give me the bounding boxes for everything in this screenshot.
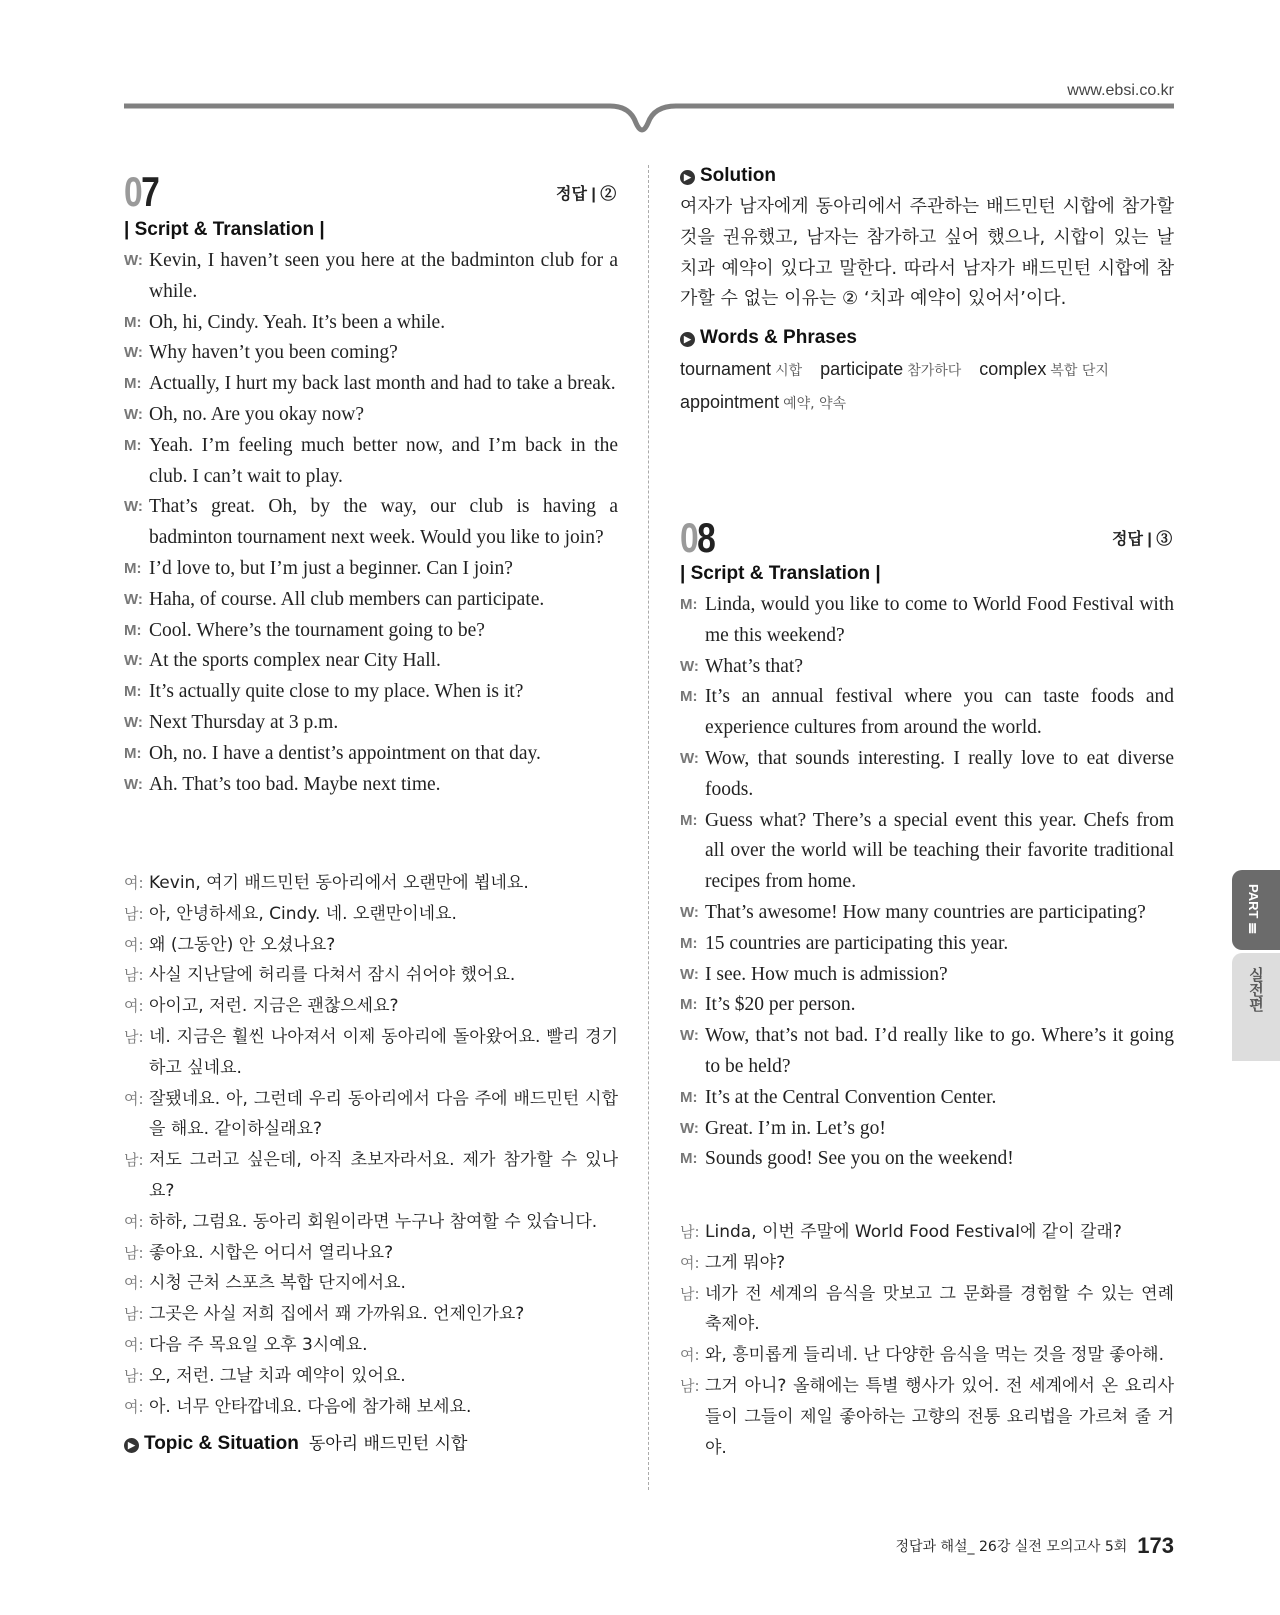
dialogue-text: Oh, no. Are you okay now? [149,403,365,425]
words-list [680,354,1174,420]
dialogue-text: 와, 흥미롭게 들리네. 난 다양한 음식을 먹는 것을 정말 좋아해. [705,1345,1164,1366]
dialogue-text: Oh, hi, Cindy. Yeah. It’s been a while. [149,311,446,333]
play-bullet-icon: ▶ [680,332,695,347]
script-korean-08 [680,1217,1174,1463]
speaker-label: W: [124,252,143,269]
dialogue-line [680,1114,1174,1145]
dialogue-text: Why haven’t you been coming? [149,342,398,364]
dialogue-line [680,1144,1174,1175]
speaker-label: 남: [680,1223,700,1241]
dialogue-line [124,246,618,308]
question-number-08: 08 [680,514,715,561]
dialogue-text: Oh, no. I have a dentist’s appointment on that day. [149,742,541,764]
script-english-07 [124,246,618,800]
solution-title: ▶ Solution [680,165,776,187]
dialogue-text: 하하, 그럼요. 동아리 회원이라면 누구나 참여할 수 있습니다. [149,1211,598,1232]
speaker-label: 여: [124,935,144,954]
speaker-label: 남: [124,1151,144,1170]
dialogue-line [680,682,1174,744]
dialogue-text: 네가 전 세계의 음식을 맛보고 그 문화를 경험할 수 있는 연례 축제야. [705,1283,1174,1335]
page-footer [895,1533,1174,1559]
dialogue-text: Next Thursday at 3 p.m. [149,711,339,733]
dialogue-line [124,960,618,991]
tab-practice[interactable] [1232,953,1280,1061]
dialogue-line [680,1021,1174,1083]
speaker-label: M: [680,688,698,706]
dialogue-line [680,1248,1174,1279]
speaker-label: W: [680,749,699,767]
column-divider [648,165,649,1490]
dialogue-text: 그게 뭐야? [705,1252,786,1273]
dialogue-text: 그곳은 사실 저희 집에서 꽤 가까워요. 언제인가요? [149,1304,525,1325]
site-url: www.ebsi.co.kr [1067,82,1174,99]
speaker-label: 여: [124,997,144,1016]
speaker-label: M: [124,621,142,639]
speaker-label: 남: [124,1243,144,1262]
dialogue-line [124,308,618,339]
dialogue-line [680,1083,1174,1114]
dialogue-line [124,616,618,647]
speaker-label: M: [124,313,142,331]
dialogue-text: 사실 지난달에 허리를 다쳐서 잠시 쉬어야 했어요. [149,965,516,986]
dialogue-text: 오, 저런. 그날 치과 예약이 있어요. [149,1365,406,1386]
speaker-label: M: [680,596,698,613]
speaker-label: M: [124,436,142,454]
dialogue-text: At the sports complex near City Hall. [149,650,441,672]
dialogue-text: 왜 (그동안) 안 오셨나요? [149,934,336,955]
footer-text: 정답과 해설_ 26강 실전 모의고사 5회 [895,1539,1128,1555]
speaker-label: W: [680,1027,699,1045]
speaker-label: 여: [124,1335,144,1354]
dialogue-line [680,1340,1174,1371]
speaker-label: 여: [680,1346,700,1365]
word-term: appointment [680,391,780,412]
dialogue-text: Great. I’m in. Let’s go! [705,1117,886,1139]
speaker-label: M: [124,559,142,577]
script-korean-07 [124,868,618,1422]
topic-situation: ▶ Topic & Situation 동아리 배드민턴 시합 [124,1429,467,1455]
dialogue-line [124,585,618,616]
speaker-label: 여: [124,1397,144,1416]
dialogue-line [680,960,1174,991]
speaker-label: W: [124,652,143,670]
speaker-label: 남: [124,1366,144,1385]
speaker-label: 남: [124,1305,144,1324]
dialogue-line [124,338,618,369]
dialogue-text: 좋아요. 시합은 어디서 열리나요? [149,1242,394,1263]
dialogue-line [680,744,1174,806]
words-phrases-title: ▶ Words & Phrases [680,327,857,349]
tab-part-3[interactable] [1232,870,1280,950]
answer-07: 정답 | ② [556,186,617,203]
dialogue-line [680,898,1174,929]
dialogue-text: 아, 안녕하세요, Cindy. 네. 오랜만이네요. [149,903,457,924]
dialogue-text: Yeah. I’m feeling much better now, and I’m back in the club. I can’t wait to play. [149,434,618,487]
speaker-label: 남: [680,1376,700,1395]
dialogue-text: That’s awesome! How many countries are participating? [705,901,1146,923]
dialogue-line [680,929,1174,960]
speaker-label: 남: [680,1284,700,1303]
dialogue-text: 다음 주 목요일 오후 3시예요. [149,1334,368,1355]
speaker-label: M: [680,811,698,829]
dialogue-text: 네. 지금은 훨씬 나아져서 이제 동아리에 돌아왔어요. 빨리 경기하고 싶네요. [149,1026,618,1078]
speaker-label: W: [124,344,143,362]
speaker-label: 여: [124,1089,144,1108]
script-title-07: | Script & Translation | [124,219,325,240]
dialogue-text: Kevin, I haven’t seen you here at the badminton club for a while. [149,250,618,302]
dialogue-text: Sounds good! See you on the weekend! [705,1148,1014,1170]
dialogue-line [124,646,618,677]
dialogue-line [680,1371,1174,1463]
dialogue-line [124,492,618,554]
dialogue-line [680,806,1174,898]
dialogue-text: Actually, I hurt my back last month and had to take a break. [149,373,616,395]
dialogue-line [680,590,1174,652]
dialogue-line [124,369,618,400]
dialogue-line [124,899,618,930]
speaker-label: M: [124,744,142,762]
word-term: participate [820,359,904,379]
speaker-label: W: [680,965,699,983]
header-rule [0,95,1280,145]
dialogue-text: Ah. That’s too bad. Maybe next time. [149,773,441,795]
dialogue-line [124,1361,618,1392]
page-number: 173 [1137,1533,1174,1558]
dialogue-text: It’s an annual festival where you can taste foods and experience cultures from around the world. [705,686,1174,739]
dialogue-line [124,1022,618,1084]
dialogue-text: 잘됐네요. 아, 그런데 우리 동아리에서 다음 주에 배드민턴 시합을 해요. 같이하실래요? [149,1088,618,1140]
speaker-label: 여: [124,1212,144,1231]
speaker-label: W: [124,590,143,608]
dialogue-text: Wow, that’s not bad. I’d really like to go. Where’s it going to be held? [705,1025,1174,1077]
dialogue-text: 15 countries are participating this year. [705,932,1009,954]
dialogue-line [124,930,618,961]
speaker-label: 남: [124,904,144,923]
dialogue-text: That’s great. Oh, by the way, our club is having a badminton tournament next week. Would you like to join? [149,496,618,549]
speaker-label: M: [680,934,698,952]
dialogue-line [124,400,618,431]
speaker-label: 여: [124,874,144,892]
dialogue-text: Guess what? There’s a special event this year. Chefs from all over the world will be teaching their favorite traditional recipes from home. [705,809,1174,893]
dialogue-line [124,708,618,739]
dialogue-line [124,1084,618,1146]
word-meaning: 복합 단지 [1050,363,1109,379]
speaker-label: M: [680,1088,698,1106]
speaker-label: W: [680,1119,699,1137]
dialogue-line [124,1145,618,1207]
solution-text: 여자가 남자에게 동아리에서 주관하는 배드민턴 시합에 참가할 것을 권유했고, 남자는 참가하고 싶어 했으나, 시합이 있는 날 치과 예약이 있다고 말한다. 따라서 남자가 배드민턴 시합에 참가할 수 없는 이유는 ② ‘치과 예약이 있어서’이다. [680,196,1174,310]
dialogue-line [124,739,618,770]
speaker-label: W: [680,657,699,675]
dialogue-text: I see. How much is admission? [705,963,948,985]
dialogue-text: I’d love to, but I’m just a beginner. Can I join? [149,557,513,579]
speaker-label: M: [680,996,698,1014]
dialogue-text: Cool. Where’s the tournament going to be? [149,619,485,641]
tab-label: PART Ⅲ [1246,884,1261,938]
script-english-08 [680,590,1174,1175]
dialogue-line [124,431,618,493]
dialogue-line [124,1207,618,1238]
word-term: complex [979,359,1047,379]
dialogue-line [124,1238,618,1269]
dialogue-line [124,770,618,801]
dialogue-text: 아. 너무 안타깝네요. 다음에 참가해 보세요. [149,1396,472,1417]
dialogue-line [124,1268,618,1299]
dialogue-text: Wow, that sounds interesting. I really love to eat diverse foods. [705,747,1174,800]
dialogue-text: 저도 그러고 싶은데, 아직 초보자라서요. 제가 참가할 수 있나요? [149,1150,618,1201]
dialogue-text: 시청 근처 스포츠 복합 단지에서요. [149,1273,406,1294]
dialogue-text: It’s $20 per person. [705,994,856,1016]
speaker-label: M: [124,683,142,701]
speaker-label: M: [124,375,142,393]
dialogue-line [680,1217,1174,1248]
speaker-label: 여: [124,1274,144,1293]
speaker-label: W: [680,903,699,921]
word-meaning: 시합 [775,363,803,379]
dialogue-text: It’s actually quite close to my place. When is it? [149,681,524,703]
speaker-label: W: [124,713,143,731]
dialogue-text: What’s that? [705,655,804,677]
speaker-label: W: [124,405,143,423]
play-bullet-icon: ▶ [680,170,695,185]
play-bullet-icon: ▶ [124,1438,139,1453]
dialogue-text: 아이고, 저런. 지금은 괜찮으세요? [149,996,399,1017]
dialogue-line [124,991,618,1022]
speaker-label: 남: [124,966,144,985]
dialogue-line [680,990,1174,1021]
dialogue-text: Kevin, 여기 배드민턴 동아리에서 오랜만에 뵙네요. [149,873,529,893]
word-meaning: 예약, 약속 [783,395,847,412]
word-meaning: 참가하다 [907,363,962,379]
dialogue-line [680,1279,1174,1341]
dialogue-text: Haha, of course. All club members can participate. [149,588,545,610]
answer-08: 정답 | ③ [1112,531,1173,548]
word-term: tournament [680,359,772,379]
speaker-label: W: [124,775,143,793]
dialogue-text: Linda, 이번 주말에 World Food Festival에 같이 갈래? [705,1222,1122,1242]
dialogue-line [124,677,618,708]
speaker-label: 남: [124,1027,144,1046]
dialogue-text: Linda, would you like to come to World Food Festival with me this weekend? [705,594,1174,646]
speaker-label: M: [680,1150,698,1168]
dialogue-line [124,1392,618,1423]
dialogue-line [124,1299,618,1330]
dialogue-line [680,652,1174,683]
question-number-07: 07 [124,168,159,215]
speaker-label: W: [124,498,143,516]
script-title-08: | Script & Translation | [680,563,881,584]
dialogue-text: 그거 아니? 올해에는 특별 행사가 있어. 전 세계에서 온 요리사들이 그들이 제일 좋아하는 고향의 전통 요리법을 가르쳐 줄 거야. [705,1375,1174,1458]
dialogue-line [124,1330,618,1361]
dialogue-line [124,868,618,899]
tab-label: 실전편 [1247,967,1265,1012]
dialogue-text: It’s at the Central Convention Center. [705,1086,997,1108]
dialogue-line [124,554,618,585]
speaker-label: 여: [680,1253,700,1272]
